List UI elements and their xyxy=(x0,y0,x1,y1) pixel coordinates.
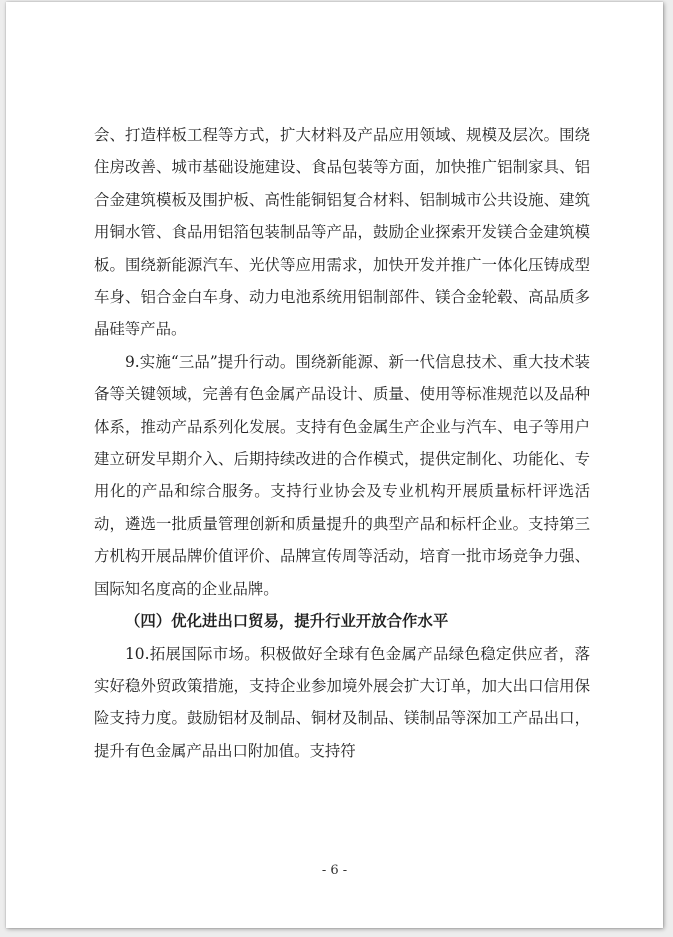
paragraph-item-10: 10.拓展国际市场。积极做好全球有色金属产品绿色稳定供应者，落实好稳外贸政策措施，支持企业参加境外展会扩大订单，加大出口信用保险支持力度。鼓励铝材及制品、铜材及制品、镁制品等深加工产品出口，提升有色金属产品出口附加值。支持符 xyxy=(94,644,590,760)
paragraph-item-9: 9.实施“三品”提升行动。围绕新能源、新一代信息技术、重大技术装备等关键领域，完善有色金属产品设计、质量、使用等标准规范以及品种体系，推动产品系列化发展。支持有色金属生产企业与汽车、电子等用户建立研发早期介入、后期持续改进的合作模式，提供定制化、功能化、专用化的产品和综合服务。支持行业协会及专业机构开展质量标杆评选活动，遴选一批质量管理创新和质量提升的典型产品和标杆企业。支持第三方机构开展品牌价值评价、品牌宣传周等活动，培育一批市场竞争力强、国际知名度高的企业品牌。 xyxy=(94,352,590,598)
paragraph-continuation: 会、打造样板工程等方式，扩大材料及产品应用领域、规模及层次。围绕住房改善、城市基础设施建设、食品包装等方面，加快推广铝制家具、铝合金建筑模板及围护板、高性能铜铝复合材料、铝制城市公共设施、建筑用铜水管、食品用铝箔包装制品等产品，鼓励企业探索开发镁合金建筑模板。围绕新能源汽车、光伏等应用需求，加快开发并推广一体化压铸成型车身、铝合金白车身、动力电池系统用铝制部件、镁合金轮毂、高品质多晶硅等产品。 xyxy=(94,126,590,339)
section-heading: （四）优化进出口贸易，提升行业开放合作水平 xyxy=(125,612,449,631)
page-number: - 6 - xyxy=(321,863,348,878)
document-page xyxy=(6,2,663,928)
page-body xyxy=(94,119,590,767)
